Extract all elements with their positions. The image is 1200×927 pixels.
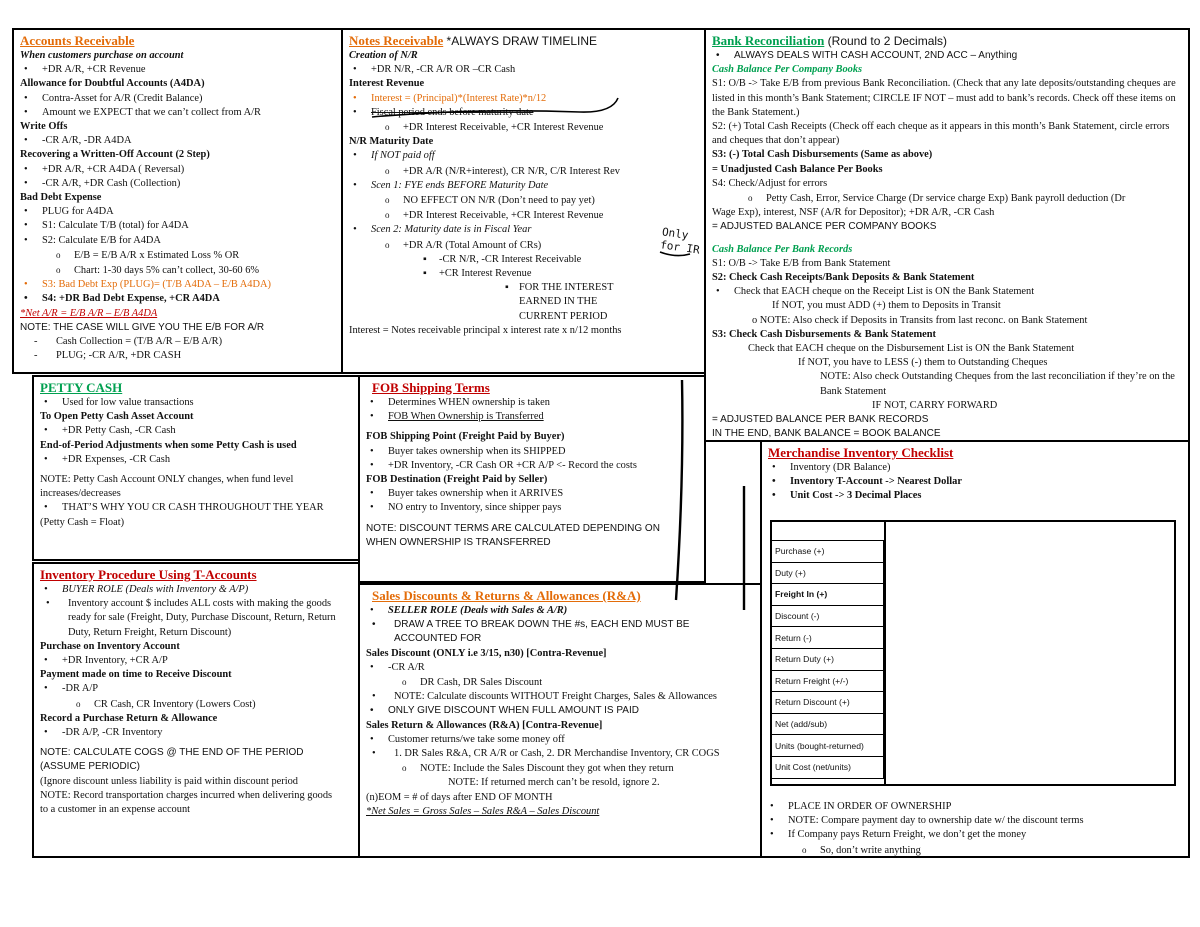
checklist-row-label: Unit Cost (net/units): [771, 756, 884, 778]
bank-line: = ADJUSTED BALANCE PER COMPANY BOOKS: [712, 221, 937, 233]
bank-line: o Petty Cash, Error, Service Charge (Dr service charge Exp) Bank payroll deduction (Dr Wage Exp), interest, NSF (A/R for Depositor); +DR A/R, -CR Cash: [712, 191, 1142, 220]
checklist-row-label: Units (bought-returned): [771, 735, 884, 757]
bank-line: S2: Check Cash Receipts/Bank Deposits & Bank Statement: [712, 272, 975, 284]
nr-line: • Scen 1: FYE ends BEFORE Maturity Date: [349, 179, 698, 193]
bank-reconciliation-title: Bank Reconciliation: [712, 33, 825, 48]
bank-line: If NOT, you must ADD (+) them to Deposits in Transit: [772, 300, 1001, 312]
nr-line: EARNED IN THE: [519, 296, 598, 308]
nr-line: o +DR Interest Receivable, +CR Interest Revenue: [349, 120, 698, 135]
nr-line: Creation of N/R: [349, 50, 418, 61]
bank-line: IF NOT, CARRY FORWARD: [872, 399, 998, 411]
checklist-row-label: Return Discount (+): [771, 692, 884, 714]
nr-line: • Fiscal period ends before maturity date: [349, 106, 698, 120]
invproc-line: • Inventory account $ includes ALL costs with making the goods ready for sale (Freight, Duty, Purchase Discount, Return, Return Duty, Return Freight, Return Discount): [46, 598, 336, 638]
sales-line: (n)EOM = # of days after END OF MONTH: [366, 791, 553, 803]
sales-line: o NOTE: Include the Sales Discount they got when they return: [366, 761, 754, 776]
invproc-line: (Ignore discount unless liability is paid within discount period: [40, 775, 299, 787]
petty-line: End-of-Period Adjustments when some Petty Cash is used: [40, 439, 297, 451]
sales-line: • DRAW A TREE TO BREAK DOWN THE #s, EACH END MUST BE ACCOUNTED FOR: [372, 619, 690, 645]
petty-line: • Used for low value transactions: [40, 396, 352, 410]
fob-line: • +DR Inventory, -CR Cash OR +CR A/P <- Record the costs: [366, 459, 698, 473]
bank-line: If NOT, you have to LESS (-) them to Outstanding Cheques: [798, 357, 1048, 369]
checklist-row-label: Discount (-): [771, 605, 884, 627]
bank-line: o NOTE: Also check if Deposits in Transits from last reconc. on Bank Statement: [752, 314, 1088, 326]
petty-cash-title: PETTY CASH: [40, 380, 123, 395]
ar-line: o Chart: 1-30 days 5% can’t collect, 30-60 6%: [20, 263, 335, 278]
nr-line: o +DR A/R (N/R+interest), CR N/R, C/R Interest Rev: [349, 164, 698, 179]
sales-line: Sales Discount (ONLY i.e 3/15, n30) [Contra-Revenue]: [366, 647, 607, 659]
inventory-procedure-title: Inventory Procedure Using T-Accounts: [40, 567, 257, 582]
nr-line: ▪ -CR N/R, -CR Interest Receivable: [349, 253, 698, 267]
invproc-line: • +DR Inventory, +CR A/P: [40, 654, 352, 668]
bank-line: S1: O/B -> Take E/B from previous Bank Reconciliation. (Check that any late deposits/outstanding cheques are listed in this month’s Bank Statement; CIRCLE IF NOT – must add to bank’s records. Check off these items on the Bank Statement.): [712, 78, 1176, 118]
merchandise-inventory-title: Merchandise Inventory Checklist: [768, 445, 954, 460]
checklist-row-label: Duty (+): [771, 562, 884, 584]
checklist-row-label: Return Duty (+): [771, 648, 884, 670]
bank-line: • ALWAYS DEALS WITH CASH ACCOUNT, 2ND ACC – Anything: [712, 49, 1182, 63]
ar-line: Write Offs: [20, 121, 68, 133]
invproc-line: • -DR A/P, -CR Inventory: [40, 726, 352, 740]
merch-note: • If Company pays Return Freight, we don’t get the money: [766, 828, 1084, 842]
fob-line: FOB Destination (Freight Paid by Seller): [366, 474, 548, 486]
nr-line: o +DR Interest Receivable, +CR Interest Revenue: [349, 208, 698, 223]
checklist-row-label: Purchase (+): [771, 541, 884, 563]
ar-line: NOTE: THE CASE WILL GIVE YOU THE E/B FOR A/R: [20, 321, 265, 333]
sales-line: • ONLY GIVE DISCOUNT WHEN FULL AMOUNT IS PAID: [366, 704, 754, 718]
bank-line: S3: (-) Total Cash Disbursements (Same as above): [712, 149, 933, 161]
bank-reconciliation-title-suffix: (Round to 2 Decimals): [824, 34, 948, 48]
sales-line: • -CR A/R: [366, 661, 754, 675]
bank-line: = Unadjusted Cash Balance Per Books: [712, 163, 883, 175]
notes-receivable-title-suffix: *ALWAYS DRAW TIMELINE: [443, 34, 598, 48]
merch-note: o So, don’t write anything: [766, 843, 1084, 858]
merch-line: • Inventory (DR Balance): [768, 461, 1182, 475]
invproc-line: Payment made on time to Receive Discount: [40, 669, 232, 681]
sales-line: *Net Sales = Gross Sales – Sales R&A – Sales Discount: [366, 805, 600, 817]
invproc-line: Record a Purchase Return & Allowance: [40, 712, 218, 724]
ar-line: • +DR A/R, +CR Revenue: [20, 63, 335, 77]
sales-line: • Customer returns/we take some money off: [366, 733, 754, 747]
sales-line: Sales Return & Allowances (R&A) [Contra-Revenue]: [366, 719, 603, 731]
bank-line: IN THE END, BANK BALANCE = BOOK BALANCE: [712, 428, 941, 440]
ar-line: • S2: Calculate E/B for A4DA: [20, 234, 335, 248]
checklist-row-label: Return (-): [771, 627, 884, 649]
ar-line: • +DR A/R, +CR A4DA ( Reversal): [20, 163, 335, 177]
petty-line: • +DR Petty Cash, -CR Cash: [40, 424, 352, 438]
ar-line: Bad Debt Expense: [20, 192, 102, 204]
fob-line: • Buyer takes ownership when it ARRIVES: [366, 487, 698, 501]
ar-line: *Net A/R = E/B A/R – E/B A4DA: [20, 307, 158, 319]
bank-line: • Check that EACH cheque on the Receipt List is ON the Bank Statement: [712, 285, 1182, 299]
checklist-row-label: Return Freight (+/-): [771, 670, 884, 692]
merch-note: • NOTE: Compare payment day to ownership date w/ the discount terms: [766, 814, 1084, 828]
sales-line: • 1. DR Sales R&A, CR A/R or Cash, 2. DR Merchandise Inventory, CR COGS: [372, 748, 720, 760]
bank-line: S3: Check Cash Disbursements & Bank Statement: [712, 328, 936, 340]
sales-line: o DR Cash, DR Sales Discount: [366, 675, 754, 690]
ar-line: • S3: Bad Debt Exp (PLUG)= (T/B A4DA – E/B A4DA): [20, 278, 335, 292]
sales-line: • NOTE: Calculate discounts WITHOUT Freight Charges, Sales & Allowances: [372, 691, 717, 703]
fob-title: FOB Shipping Terms: [372, 380, 490, 395]
sales-discounts-title: Sales Discounts & Returns & Allowances (R&A): [372, 588, 641, 603]
bank-line: Check that EACH cheque on the Disbursement List is ON the Bank Statement: [748, 343, 1075, 355]
handwritten-note: Only for IR: [659, 225, 701, 257]
fob-line: NOTE: DISCOUNT TERMS ARE CALCULATED DEPENDING ON WHEN OWNERSHIP IS TRANSFERRED: [366, 522, 660, 548]
invproc-line: NOTE: Record transportation charges incurred when delivering goods to a customer in an expense account: [40, 789, 333, 816]
notes-receivable-title: Notes Receivable: [349, 33, 444, 48]
fob-line: • FOB When Ownership is Transferred: [366, 410, 698, 424]
sales-line: NOTE: If returned merch can’t be resold, ignore 2.: [448, 777, 660, 789]
bank-line: Cash Balance Per Company Books: [712, 64, 863, 76]
nr-line: • Interest = (Principal)*(Interest Rate)*n/12: [349, 92, 698, 106]
nr-line: • If NOT paid off: [349, 149, 698, 163]
petty-line: • THAT’S WHY YOU CR CASH THROUGHOUT THE YEAR (Petty Cash = Float): [40, 501, 330, 529]
nr-line: Interest Revenue: [349, 78, 425, 90]
checklist-row-label: Net (add/sub): [771, 713, 884, 735]
ar-line: - Cash Collection = (T/B A/R – E/B A/R): [20, 335, 335, 349]
merch-line: • Unit Cost -> 3 Decimal Places: [768, 489, 1182, 503]
bank-line: S4: Check/Adjust for errors: [712, 177, 828, 189]
ar-line: Allowance for Doubtful Accounts (A4DA): [20, 78, 205, 90]
accounts-receivable-title: Accounts Receivable: [20, 33, 135, 48]
ar-line: Recovering a Written-Off Account (2 Step): [20, 149, 210, 161]
nr-line: CURRENT PERIOD: [519, 310, 608, 322]
ar-line: • S4: +DR Bad Debt Expense, +CR A4DA: [20, 292, 335, 306]
ar-line: • Amount we EXPECT that we can’t collect from A/R: [20, 106, 335, 120]
bank-line: Cash Balance Per Bank Records: [712, 243, 853, 255]
nr-line: o +DR A/R (Total Amount of CRs): [349, 238, 698, 253]
invproc-line: • BUYER ROLE (Deals with Inventory & A/P): [40, 583, 352, 597]
ar-line: When customers purchase on account: [20, 50, 184, 61]
invproc-line: Purchase on Inventory Account: [40, 640, 180, 652]
fob-line: • NO entry to Inventory, since shipper pays: [366, 501, 698, 515]
ar-line: • -CR A/R, -DR A4DA: [20, 134, 335, 148]
nr-line: N/R Maturity Date: [349, 136, 434, 148]
ar-line: • -CR A/R, +DR Cash (Collection): [20, 177, 335, 191]
nr-line: • +DR N/R, -CR A/R OR –CR Cash: [349, 63, 698, 77]
bank-line: = ADJUSTED BALANCE PER BANK RECORDS: [712, 414, 929, 426]
invproc-line: o CR Cash, CR Inventory (Lowers Cost): [40, 697, 352, 712]
petty-line: • +DR Expenses, -CR Cash: [40, 453, 352, 467]
invproc-line: NOTE: CALCULATE COGS @ THE END OF THE PERIOD (ASSUME PERIODIC): [40, 747, 304, 773]
sales-line: • SELLER ROLE (Deals with Sales & A/R): [366, 604, 754, 618]
bank-line: S2: (+) Total Cash Receipts (Check off each cheque as it appears in this month’s Bank Statement, circle errors and cheques that don’t appear): [712, 121, 1170, 147]
fob-line: • Determines WHEN ownership is taken: [366, 396, 698, 410]
nr-line: ▪ +CR Interest Revenue: [349, 267, 698, 281]
fob-line: FOB Shipping Point (Freight Paid by Buyer): [366, 431, 565, 443]
nr-line: ▪ FOR THE INTEREST: [505, 282, 614, 294]
petty-line: NOTE: Petty Cash Account ONLY changes, when fund level increases/decreases: [40, 474, 294, 500]
ar-line: • S1: Calculate T/B (total) for A4DA: [20, 219, 335, 233]
ar-line: - PLUG; -CR A/R, +DR CASH: [20, 349, 335, 363]
petty-line: To Open Petty Cash Asset Account: [40, 411, 194, 423]
checklist-row-label: Freight In (+): [771, 584, 884, 606]
fob-line: • Buyer takes ownership when its SHIPPED: [366, 445, 698, 459]
bank-line: NOTE: Also check Outstanding Cheques from the last reconciliation if they’re on the Bank Statement: [820, 371, 1175, 397]
invproc-line: • -DR A/P: [40, 682, 352, 696]
merch-line: • Inventory T-Account -> Nearest Dollar: [768, 475, 1182, 489]
nr-line: • Scen 2: Maturity date is in Fiscal Year: [349, 223, 698, 237]
ar-line: • Contra-Asset for A/R (Credit Balance): [20, 92, 335, 106]
bank-line: S1: O/B -> Take E/B from Bank Statement: [712, 257, 891, 269]
nr-line: o NO EFFECT ON N/R (Don’t need to pay yet): [349, 193, 698, 208]
ar-line: • PLUG for A4DA: [20, 205, 335, 219]
merch-note: • PLACE IN ORDER OF OWNERSHIP: [766, 800, 1084, 814]
nr-line: Interest = Notes receivable principal x interest rate x n/12 months: [349, 324, 622, 336]
ar-line: o E/B = E/B A/R x Estimated Loss % OR: [20, 248, 335, 263]
